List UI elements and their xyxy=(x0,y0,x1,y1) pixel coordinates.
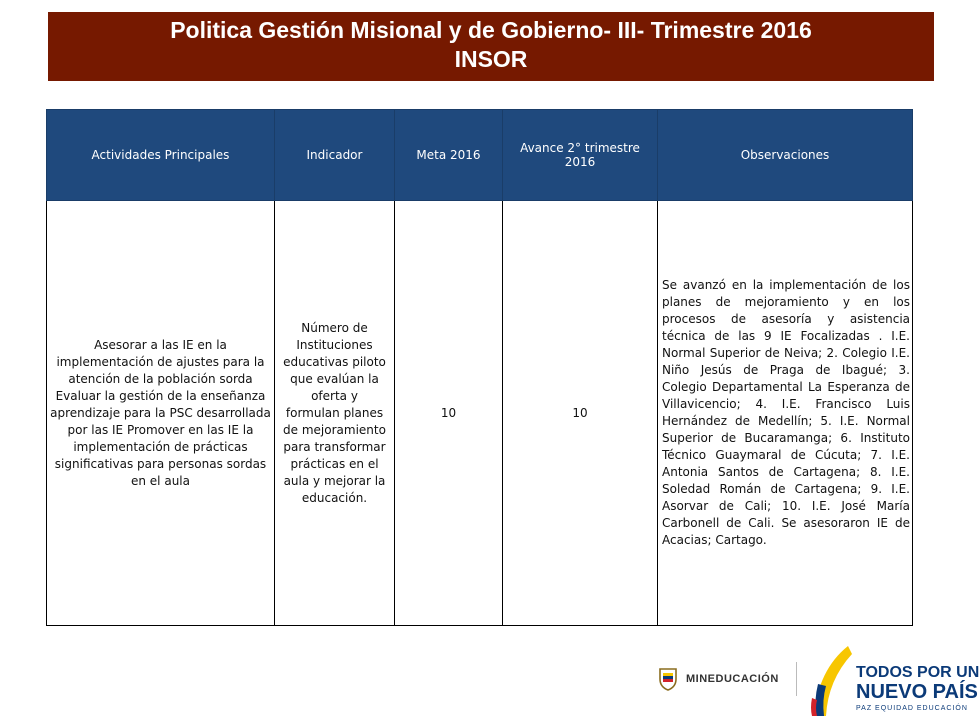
mineducacion-text: MINEDUCACIÓN xyxy=(686,673,779,685)
column-header-observaciones: Observaciones xyxy=(658,110,913,201)
cell-actividades: Asesorar a las IE en la implementación de ajustes para la atención de la población sorda Evaluar la gestión de la enseñanza aprendizaje para la PSC desarrollada por las IE Promover en las IE la implementación de prácticas significativas para personas sordas en el aula xyxy=(47,201,275,626)
column-header-actividades: Actividades Principales xyxy=(47,110,275,201)
slogan-line-3: PAZ EQUIDAD EDUCACIÓN xyxy=(856,705,968,712)
table-row xyxy=(47,201,913,626)
column-header-meta: Meta 2016 xyxy=(395,110,503,201)
coat-of-arms-icon xyxy=(656,666,680,692)
footer-logos xyxy=(650,640,979,720)
table-header-row xyxy=(47,110,913,201)
column-header-indicador: Indicador xyxy=(275,110,395,201)
slogan-line-1: TODOS POR UN xyxy=(856,664,979,681)
todos-por-un-nuevo-pais-logo xyxy=(808,640,979,720)
page-title xyxy=(48,12,934,81)
title-line-1: Politica Gestión Misional y de Gobierno- III- Trimestre 2016 xyxy=(170,17,812,43)
mineducacion-logo xyxy=(656,662,797,696)
cell-indicador: Número de Instituciones educativas piloto que evalúan la oferta y formulan planes de mejoramiento para transformar prácticas en el aula y mejorar la educación. xyxy=(275,201,395,626)
flag-swoosh-icon xyxy=(808,640,856,720)
column-header-avance: Avance 2° trimestre 2016 xyxy=(503,110,658,201)
cell-observaciones: Se avanzó en la implementación de los planes de mejoramiento y en los procesos de asesoría y asistencia técnica de las 9 IE Focalizadas . I.E. Normal Superior de Neiva; 2. Colegio I.E. Niño Jesús de Praga de Ibagué; 3. Colegio Departamental La Esperanza de Villavicencio; 4. I.E. Francisco Luis Hernández de Medellín; 5. I.E. Normal Superior de Bucaramanga; 6. Instituto Técnico Guaymaral de Cúcuta; 7. I.E. Antonia Santos de Cartagena; 8. I.E. Soledad Román de Cartagena; 9. I.E. Asorvar de Cali; 10. I.E. José María Carbonell de Cali. Se asesoraron IE de Acacias; Cartago. xyxy=(658,201,913,626)
title-line-2: INSOR xyxy=(454,46,528,72)
slogan-line-2: NUEVO PAÍS xyxy=(856,681,978,703)
cell-meta: 10 xyxy=(395,201,503,626)
cell-avance: 10 xyxy=(503,201,658,626)
activities-table xyxy=(46,109,913,626)
